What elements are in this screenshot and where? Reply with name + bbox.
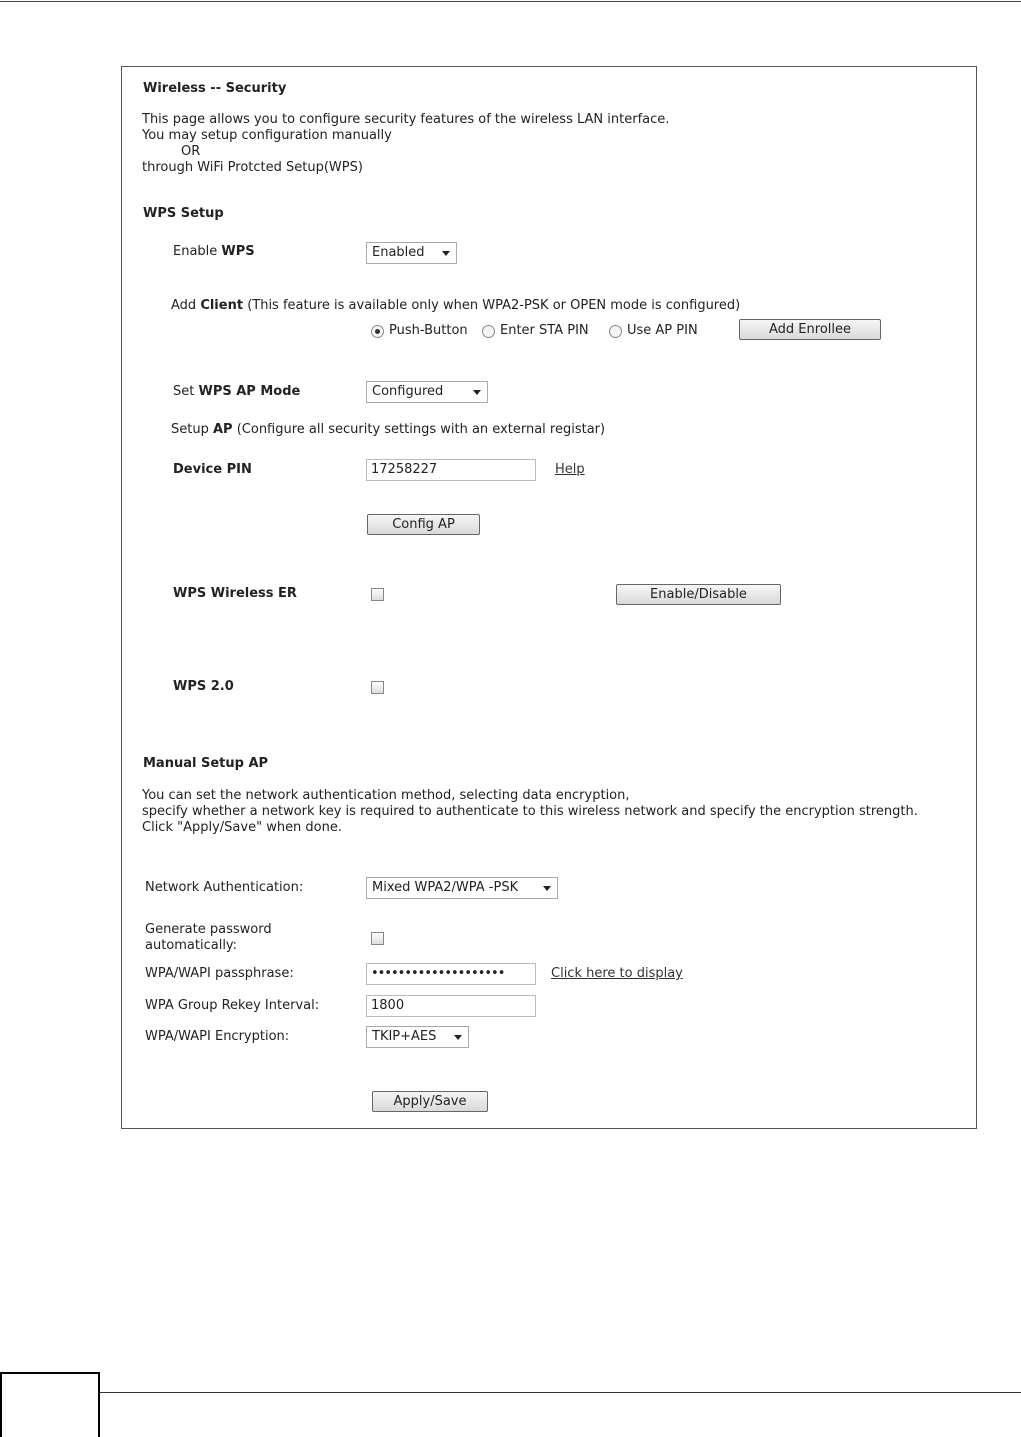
page-number-box	[0, 1372, 100, 1437]
device-pin-field[interactable]: 17258227	[366, 459, 536, 481]
intro-line-2: You may setup configuration manually	[142, 128, 392, 143]
enter-sta-pin-radio[interactable]	[482, 325, 495, 338]
push-button-radio[interactable]	[371, 325, 384, 338]
rekey-interval-field[interactable]: 1800	[366, 995, 536, 1017]
wps-ap-mode-label: Set WPS AP Mode	[173, 384, 301, 399]
enable-wps-select[interactable]: Enabled	[366, 242, 457, 264]
chevron-down-icon	[442, 251, 450, 256]
encryption-label: WPA/WAPI Encryption:	[145, 1029, 290, 1044]
intro-line-3: OR	[181, 144, 201, 159]
setup-ap-label: Setup AP (Configure all security settings with an external registar)	[171, 422, 606, 437]
header-rule	[0, 1, 1021, 2]
chevron-down-icon	[454, 1035, 462, 1040]
rekey-interval-label: WPA Group Rekey Interval:	[145, 998, 320, 1013]
wps-20-label: WPS 2.0	[173, 679, 234, 694]
manual-desc-3: Click "Apply/Save" when done.	[142, 820, 343, 835]
encryption-select[interactable]: TKIP+AES	[366, 1026, 469, 1048]
wps-wireless-er-label: WPS Wireless ER	[173, 586, 297, 601]
page-title: Wireless -- Security	[143, 81, 287, 96]
generate-password-checkbox[interactable]	[371, 932, 384, 945]
add-enrollee-button[interactable]: Add Enrollee	[739, 319, 881, 340]
network-auth-label: Network Authentication:	[145, 880, 304, 895]
help-link[interactable]: Help	[555, 462, 585, 477]
enter-sta-pin-label: Enter STA PIN	[500, 323, 589, 338]
intro-line-4: through WiFi Protcted Setup(WPS)	[142, 160, 363, 175]
generate-password-label-1: Generate password	[145, 922, 272, 937]
apply-save-button[interactable]: Apply/Save	[372, 1091, 488, 1112]
chevron-down-icon	[473, 390, 481, 395]
push-button-label: Push-Button	[389, 323, 468, 338]
enable-wps-label: Enable WPS	[173, 244, 255, 259]
passphrase-label: WPA/WAPI passphrase:	[145, 966, 294, 981]
generate-password-label-2: automatically:	[145, 938, 238, 953]
manual-desc-2: specify whether a network key is required to authenticate to this wireless network and specify the encryption strength.	[142, 804, 918, 819]
passphrase-field[interactable]: ••••••••••••••••••••	[366, 963, 536, 985]
click-to-display-link[interactable]: Click here to display	[551, 966, 683, 981]
wps-20-checkbox[interactable]	[371, 681, 384, 694]
manual-desc-1: You can set the network authentication method, selecting data encryption,	[142, 788, 630, 803]
footer-rule	[100, 1392, 1021, 1393]
chevron-down-icon	[543, 886, 551, 891]
use-ap-pin-label: Use AP PIN	[627, 323, 698, 338]
config-ap-button[interactable]: Config AP	[367, 514, 480, 535]
wps-wireless-er-checkbox[interactable]	[371, 588, 384, 601]
use-ap-pin-radio[interactable]	[609, 325, 622, 338]
add-client-label: Add Client (This feature is available only when WPA2-PSK or OPEN mode is configured)	[171, 298, 741, 313]
network-auth-select[interactable]: Mixed WPA2/WPA -PSK	[366, 877, 558, 899]
wps-ap-mode-select[interactable]: Configured	[366, 381, 488, 403]
wps-setup-heading: WPS Setup	[143, 206, 224, 221]
device-pin-label: Device PIN	[173, 462, 252, 477]
enable-disable-button[interactable]: Enable/Disable	[616, 584, 781, 605]
intro-line-1: This page allows you to configure security features of the wireless LAN interface.	[142, 112, 670, 127]
manual-setup-heading: Manual Setup AP	[143, 756, 269, 771]
